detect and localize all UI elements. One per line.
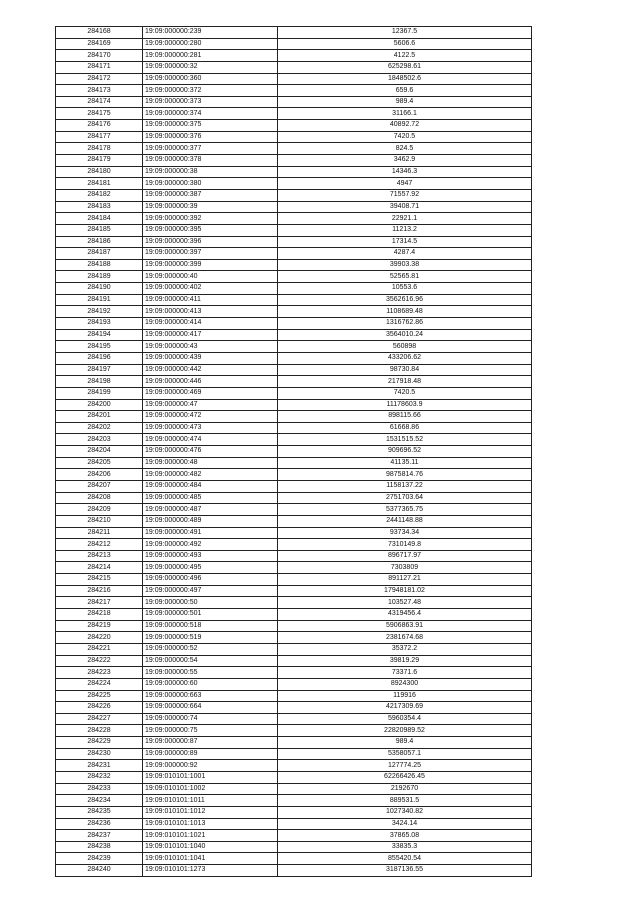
cell-cadastral-number: 19:09:010101:1013	[143, 818, 278, 830]
cell-id: 284226	[56, 702, 143, 714]
cell-value: 560898	[278, 341, 532, 353]
table-row	[56, 772, 532, 784]
cell-cadastral-number: 19:09:000000:54	[143, 655, 278, 667]
cell-id: 284174	[56, 96, 143, 108]
cell-value: 39903.38	[278, 259, 532, 271]
cell-id: 284205	[56, 457, 143, 469]
cell-value: 62266426.45	[278, 772, 532, 784]
cell-cadastral-number: 19:09:000000:55	[143, 667, 278, 679]
cell-value: 909696.52	[278, 446, 532, 458]
cell-id: 284223	[56, 667, 143, 679]
cell-cadastral-number: 19:09:000000:485	[143, 492, 278, 504]
table-row	[56, 818, 532, 830]
table-row	[56, 131, 532, 143]
cell-cadastral-number: 19:09:000000:60	[143, 678, 278, 690]
cell-id: 284203	[56, 434, 143, 446]
table-row	[56, 411, 532, 423]
table-row	[56, 853, 532, 865]
table-row	[56, 283, 532, 295]
cell-value: 11213.2	[278, 224, 532, 236]
table-row	[56, 271, 532, 283]
cell-value: 35372.2	[278, 643, 532, 655]
cell-cadastral-number: 19:09:000000:32	[143, 61, 278, 73]
cell-id: 284200	[56, 399, 143, 411]
cell-id: 284201	[56, 411, 143, 423]
table-row	[56, 609, 532, 621]
cell-value: 896717.97	[278, 550, 532, 562]
cell-cadastral-number: 19:09:000000:74	[143, 713, 278, 725]
cell-cadastral-number: 19:09:000000:469	[143, 387, 278, 399]
cell-value: 8924300	[278, 678, 532, 690]
cell-id: 284234	[56, 795, 143, 807]
cell-value: 7303809	[278, 562, 532, 574]
cell-id: 284217	[56, 597, 143, 609]
cell-value: 659.6	[278, 85, 532, 97]
cell-value: 103527.48	[278, 597, 532, 609]
table-row	[56, 562, 532, 574]
cell-id: 284206	[56, 469, 143, 481]
table-row	[56, 760, 532, 772]
table-row	[56, 85, 532, 97]
cell-id: 284180	[56, 166, 143, 178]
cell-cadastral-number: 19:09:000000:372	[143, 85, 278, 97]
table-row	[56, 585, 532, 597]
cell-value: 119916	[278, 690, 532, 702]
cell-id: 284175	[56, 108, 143, 120]
cell-id: 284184	[56, 213, 143, 225]
cell-value: 17314.5	[278, 236, 532, 248]
cell-id: 284209	[56, 504, 143, 516]
table-row	[56, 690, 532, 702]
table-row	[56, 725, 532, 737]
cell-value: 1316762.86	[278, 318, 532, 330]
cell-cadastral-number: 19:09:000000:47	[143, 399, 278, 411]
cell-id: 284196	[56, 352, 143, 364]
cell-value: 824.5	[278, 143, 532, 155]
table-row	[56, 73, 532, 85]
table-row	[56, 597, 532, 609]
table-row	[56, 492, 532, 504]
table-row	[56, 434, 532, 446]
table-row	[56, 806, 532, 818]
table-row	[56, 480, 532, 492]
cell-id: 284179	[56, 155, 143, 167]
cell-value: 7310149.8	[278, 539, 532, 551]
table-row	[56, 550, 532, 562]
cell-value: 5377365.75	[278, 504, 532, 516]
cell-value: 7420.5	[278, 131, 532, 143]
table-row	[56, 38, 532, 50]
cell-value: 989.4	[278, 96, 532, 108]
cell-value: 40892.72	[278, 120, 532, 132]
table-row	[56, 236, 532, 248]
cell-id: 284187	[56, 248, 143, 260]
cell-id: 284190	[56, 283, 143, 295]
table-row	[56, 155, 532, 167]
cell-id: 284225	[56, 690, 143, 702]
cell-id: 284236	[56, 818, 143, 830]
cell-cadastral-number: 19:09:000000:360	[143, 73, 278, 85]
cell-cadastral-number: 19:09:000000:414	[143, 318, 278, 330]
table-row	[56, 387, 532, 399]
cell-cadastral-number: 19:09:010101:1273	[143, 865, 278, 877]
cell-id: 284214	[56, 562, 143, 574]
cell-cadastral-number: 19:09:000000:496	[143, 574, 278, 586]
cell-value: 17948181.02	[278, 585, 532, 597]
cell-value: 3424.14	[278, 818, 532, 830]
cell-value: 22820989.52	[278, 725, 532, 737]
cell-cadastral-number: 19:09:000000:484	[143, 480, 278, 492]
cell-cadastral-number: 19:09:000000:518	[143, 620, 278, 632]
cell-cadastral-number: 19:09:000000:280	[143, 38, 278, 50]
table-row	[56, 457, 532, 469]
cell-id: 284212	[56, 539, 143, 551]
table-row	[56, 27, 532, 39]
cell-cadastral-number: 19:09:000000:75	[143, 725, 278, 737]
table-row	[56, 341, 532, 353]
table-row	[56, 748, 532, 760]
cell-cadastral-number: 19:09:000000:663	[143, 690, 278, 702]
cell-value: 2751703.64	[278, 492, 532, 504]
cell-id: 284173	[56, 85, 143, 97]
cell-value: 898115.66	[278, 411, 532, 423]
cell-value: 3187136.55	[278, 865, 532, 877]
cell-cadastral-number: 19:09:000000:87	[143, 737, 278, 749]
cell-value: 4319456.4	[278, 609, 532, 621]
cell-cadastral-number: 19:09:000000:377	[143, 143, 278, 155]
cell-id: 284229	[56, 737, 143, 749]
cell-value: 41135.11	[278, 457, 532, 469]
cell-cadastral-number: 19:09:000000:439	[143, 352, 278, 364]
table-row	[56, 364, 532, 376]
cell-value: 889531.5	[278, 795, 532, 807]
cell-value: 98730.84	[278, 364, 532, 376]
cell-value: 14346.3	[278, 166, 532, 178]
cell-value: 2441148.88	[278, 515, 532, 527]
cell-id: 284178	[56, 143, 143, 155]
cell-value: 5606.6	[278, 38, 532, 50]
table-row	[56, 143, 532, 155]
cell-id: 284172	[56, 73, 143, 85]
cell-id: 284176	[56, 120, 143, 132]
cell-cadastral-number: 19:09:000000:378	[143, 155, 278, 167]
cell-cadastral-number: 19:09:000000:482	[143, 469, 278, 481]
table-row	[56, 574, 532, 586]
cell-cadastral-number: 19:09:000000:387	[143, 189, 278, 201]
table-row	[56, 352, 532, 364]
cell-value: 39819.29	[278, 655, 532, 667]
table-row	[56, 50, 532, 62]
cell-value: 2192670	[278, 783, 532, 795]
cell-cadastral-number: 19:09:000000:239	[143, 27, 278, 39]
table-row	[56, 213, 532, 225]
table-row	[56, 643, 532, 655]
cell-cadastral-number: 19:09:010101:1040	[143, 841, 278, 853]
table-row	[56, 539, 532, 551]
cell-value: 39408.71	[278, 201, 532, 213]
cell-id: 284238	[56, 841, 143, 853]
cell-id: 284182	[56, 189, 143, 201]
table-row	[56, 189, 532, 201]
cell-value: 1027340.82	[278, 806, 532, 818]
cell-cadastral-number: 19:09:000000:392	[143, 213, 278, 225]
cell-cadastral-number: 19:09:000000:411	[143, 294, 278, 306]
cell-cadastral-number: 19:09:010101:1011	[143, 795, 278, 807]
cell-cadastral-number: 19:09:000000:52	[143, 643, 278, 655]
cell-id: 284207	[56, 480, 143, 492]
cell-cadastral-number: 19:09:000000:442	[143, 364, 278, 376]
cell-value: 855420.54	[278, 853, 532, 865]
table-row	[56, 329, 532, 341]
cell-cadastral-number: 19:09:000000:43	[143, 341, 278, 353]
cell-id: 284235	[56, 806, 143, 818]
cell-id: 284213	[56, 550, 143, 562]
table-row	[56, 632, 532, 644]
cell-id: 284195	[56, 341, 143, 353]
cell-id: 284220	[56, 632, 143, 644]
cell-id: 284199	[56, 387, 143, 399]
cell-id: 284197	[56, 364, 143, 376]
cell-value: 10553.6	[278, 283, 532, 295]
cell-cadastral-number: 19:09:000000:491	[143, 527, 278, 539]
cell-value: 127774.25	[278, 760, 532, 772]
cell-value: 5358057.1	[278, 748, 532, 760]
cell-cadastral-number: 19:09:000000:501	[143, 609, 278, 621]
cell-id: 284239	[56, 853, 143, 865]
cell-id: 284188	[56, 259, 143, 271]
cell-cadastral-number: 19:09:000000:402	[143, 283, 278, 295]
table-body	[56, 27, 532, 877]
cell-cadastral-number: 19:09:000000:492	[143, 539, 278, 551]
cell-cadastral-number: 19:09:000000:417	[143, 329, 278, 341]
cell-cadastral-number: 19:09:000000:399	[143, 259, 278, 271]
data-table	[55, 26, 532, 877]
table-row	[56, 96, 532, 108]
cell-value: 73371.6	[278, 667, 532, 679]
cell-id: 284215	[56, 574, 143, 586]
cell-value: 1531515.52	[278, 434, 532, 446]
cell-value: 93734.34	[278, 527, 532, 539]
cell-value: 1848502.6	[278, 73, 532, 85]
cell-id: 284233	[56, 783, 143, 795]
cell-value: 33835.3	[278, 841, 532, 853]
cell-id: 284186	[56, 236, 143, 248]
cell-id: 284210	[56, 515, 143, 527]
table-row	[56, 61, 532, 73]
cell-cadastral-number: 19:09:000000:38	[143, 166, 278, 178]
cell-cadastral-number: 19:09:000000:376	[143, 131, 278, 143]
cell-id: 284232	[56, 772, 143, 784]
cell-id: 284204	[56, 446, 143, 458]
cell-value: 11178603.9	[278, 399, 532, 411]
cell-cadastral-number: 19:09:010101:1041	[143, 853, 278, 865]
table-row	[56, 667, 532, 679]
cell-cadastral-number: 19:09:000000:472	[143, 411, 278, 423]
table-row	[56, 422, 532, 434]
table-row	[56, 504, 532, 516]
cell-cadastral-number: 19:09:000000:664	[143, 702, 278, 714]
cell-value: 9875814.76	[278, 469, 532, 481]
table-row	[56, 178, 532, 190]
cell-id: 284211	[56, 527, 143, 539]
cell-cadastral-number: 19:09:000000:281	[143, 50, 278, 62]
cell-id: 284224	[56, 678, 143, 690]
cell-value: 5906863.91	[278, 620, 532, 632]
table-row	[56, 166, 532, 178]
table-row	[56, 248, 532, 260]
cell-id: 284240	[56, 865, 143, 877]
cell-id: 284230	[56, 748, 143, 760]
cell-id: 284228	[56, 725, 143, 737]
cell-value: 989.4	[278, 737, 532, 749]
cell-value: 217918.48	[278, 376, 532, 388]
cell-cadastral-number: 19:09:000000:48	[143, 457, 278, 469]
cell-id: 284181	[56, 178, 143, 190]
cell-id: 284169	[56, 38, 143, 50]
table-row	[56, 120, 532, 132]
cell-cadastral-number: 19:09:000000:473	[143, 422, 278, 434]
table-row	[56, 399, 532, 411]
cell-cadastral-number: 19:09:000000:493	[143, 550, 278, 562]
cell-cadastral-number: 19:09:000000:476	[143, 446, 278, 458]
cell-cadastral-number: 19:09:000000:413	[143, 306, 278, 318]
table-row	[56, 737, 532, 749]
table-row	[56, 655, 532, 667]
cell-id: 284222	[56, 655, 143, 667]
table-row	[56, 318, 532, 330]
table-row	[56, 446, 532, 458]
cell-id: 284177	[56, 131, 143, 143]
cell-value: 52565.81	[278, 271, 532, 283]
cell-id: 284170	[56, 50, 143, 62]
cell-value: 433206.62	[278, 352, 532, 364]
table-row	[56, 515, 532, 527]
cell-value: 3564010.24	[278, 329, 532, 341]
cell-id: 284183	[56, 201, 143, 213]
cell-id: 284171	[56, 61, 143, 73]
cell-value: 2381674.68	[278, 632, 532, 644]
cell-id: 284216	[56, 585, 143, 597]
cell-cadastral-number: 19:09:010101:1001	[143, 772, 278, 784]
cell-cadastral-number: 19:09:000000:39	[143, 201, 278, 213]
cell-cadastral-number: 19:09:000000:474	[143, 434, 278, 446]
cell-id: 284208	[56, 492, 143, 504]
cell-id: 284194	[56, 329, 143, 341]
table-row	[56, 376, 532, 388]
cell-cadastral-number: 19:09:000000:40	[143, 271, 278, 283]
cell-cadastral-number: 19:09:000000:487	[143, 504, 278, 516]
table-row	[56, 713, 532, 725]
cell-cadastral-number: 19:09:000000:395	[143, 224, 278, 236]
cell-value: 71557.92	[278, 189, 532, 201]
table-row	[56, 306, 532, 318]
cell-id: 284231	[56, 760, 143, 772]
table-row	[56, 259, 532, 271]
cell-value: 4217309.69	[278, 702, 532, 714]
cell-cadastral-number: 19:09:010101:1002	[143, 783, 278, 795]
table-row	[56, 783, 532, 795]
table-row	[56, 294, 532, 306]
cell-cadastral-number: 19:09:000000:489	[143, 515, 278, 527]
cell-cadastral-number: 19:09:000000:89	[143, 748, 278, 760]
cell-value: 4287.4	[278, 248, 532, 260]
table-row	[56, 527, 532, 539]
cell-id: 284191	[56, 294, 143, 306]
cell-value: 12367.5	[278, 27, 532, 39]
table-row	[56, 620, 532, 632]
cell-id: 284218	[56, 609, 143, 621]
table-row	[56, 108, 532, 120]
cell-cadastral-number: 19:09:000000:92	[143, 760, 278, 772]
cell-cadastral-number: 19:09:000000:446	[143, 376, 278, 388]
cell-value: 1108689.48	[278, 306, 532, 318]
cell-cadastral-number: 19:09:000000:380	[143, 178, 278, 190]
cell-id: 284219	[56, 620, 143, 632]
cell-cadastral-number: 19:09:010101:1021	[143, 830, 278, 842]
table-row	[56, 830, 532, 842]
table-row	[56, 224, 532, 236]
cell-cadastral-number: 19:09:000000:519	[143, 632, 278, 644]
cell-cadastral-number: 19:09:010101:1012	[143, 806, 278, 818]
cell-value: 3462.9	[278, 155, 532, 167]
table-row	[56, 678, 532, 690]
cell-value: 3562616.96	[278, 294, 532, 306]
cell-id: 284198	[56, 376, 143, 388]
cell-cadastral-number: 19:09:000000:50	[143, 597, 278, 609]
cell-value: 4122.5	[278, 50, 532, 62]
cell-value: 5960354.4	[278, 713, 532, 725]
cell-cadastral-number: 19:09:000000:497	[143, 585, 278, 597]
cell-value: 22921.1	[278, 213, 532, 225]
cell-value: 1158137.22	[278, 480, 532, 492]
table-row	[56, 841, 532, 853]
cell-value: 4947	[278, 178, 532, 190]
table-row	[56, 795, 532, 807]
cell-value: 625298.61	[278, 61, 532, 73]
cell-cadastral-number: 19:09:000000:375	[143, 120, 278, 132]
cell-id: 284185	[56, 224, 143, 236]
cell-id: 284202	[56, 422, 143, 434]
cell-cadastral-number: 19:09:000000:374	[143, 108, 278, 120]
cell-cadastral-number: 19:09:000000:373	[143, 96, 278, 108]
cell-cadastral-number: 19:09:000000:397	[143, 248, 278, 260]
cell-value: 7420.5	[278, 387, 532, 399]
cell-value: 31166.1	[278, 108, 532, 120]
cell-cadastral-number: 19:09:000000:396	[143, 236, 278, 248]
table-row	[56, 201, 532, 213]
cell-cadastral-number: 19:09:000000:495	[143, 562, 278, 574]
cell-id: 284189	[56, 271, 143, 283]
table-row	[56, 469, 532, 481]
cell-id: 284221	[56, 643, 143, 655]
cell-id: 284237	[56, 830, 143, 842]
table-row	[56, 702, 532, 714]
table-row	[56, 865, 532, 877]
cell-value: 891127.21	[278, 574, 532, 586]
cell-id: 284168	[56, 27, 143, 39]
cell-id: 284193	[56, 318, 143, 330]
cell-id: 284192	[56, 306, 143, 318]
cell-id: 284227	[56, 713, 143, 725]
cell-value: 37865.08	[278, 830, 532, 842]
cell-value: 61668.86	[278, 422, 532, 434]
